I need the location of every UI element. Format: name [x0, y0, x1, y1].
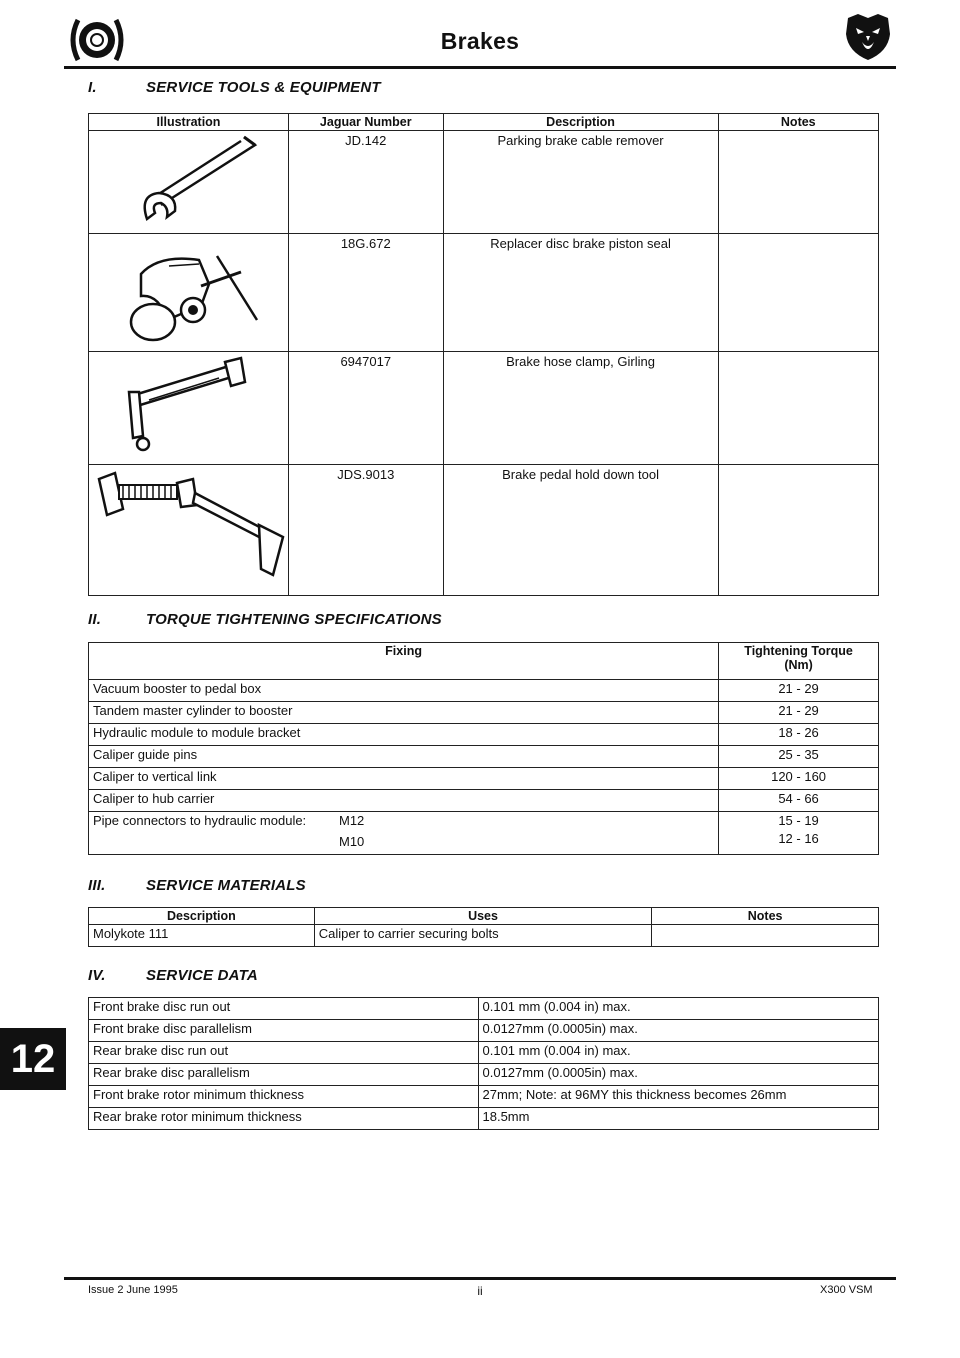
column-header: Description [443, 114, 718, 131]
section-materials-title [88, 877, 306, 894]
section-heading: SERVICE MATERIALS [146, 877, 306, 894]
table-row [89, 790, 879, 812]
data-value-cell: 0.101 mm (0.004 in) max. [478, 998, 879, 1020]
data-item-cell: Rear brake rotor minimum thickness [89, 1108, 479, 1130]
clamp-tool-icon [89, 234, 288, 351]
table-row [89, 925, 879, 947]
fork-tool-icon [89, 131, 288, 233]
column-header [719, 643, 879, 680]
column-header: Fixing [89, 643, 719, 680]
section-heading: SERVICE DATA [146, 967, 258, 984]
fixing-cell: Vacuum booster to pedal box [89, 680, 719, 702]
torque-value-cell: 18 - 26 [719, 724, 879, 746]
torque-value-cell: 25 - 35 [719, 746, 879, 768]
thread-size-m12: M12 [339, 813, 365, 828]
header-rule [64, 66, 896, 69]
table-row [89, 680, 879, 702]
pedal-tool-icon [89, 465, 288, 595]
torque-value-cell: 120 - 160 [719, 768, 879, 790]
column-header-line: Tightening Torque [744, 644, 853, 658]
jaguar-number-cell: JD.142 [289, 131, 444, 234]
fixing-cell [89, 812, 719, 855]
section-tools-title [88, 79, 381, 96]
fixing-cell: Caliper to vertical link [89, 768, 719, 790]
jaguar-number-cell: 18G.672 [289, 234, 444, 352]
fixing-cell: Caliper to hub carrier [89, 790, 719, 812]
table-header-row [89, 908, 879, 925]
table-row [89, 746, 879, 768]
section-torque-title [88, 611, 442, 628]
service-data-table [88, 997, 879, 1130]
table-row [89, 131, 879, 234]
table-header-row [89, 643, 879, 680]
section-heading: SERVICE TOOLS & EQUIPMENT [146, 79, 381, 96]
section-number: II. [88, 611, 102, 628]
illustration-cell [89, 234, 289, 352]
data-value-cell: 27mm; Note: at 96MY this thickness becomes 26mm [478, 1086, 879, 1108]
column-header: Uses [314, 908, 652, 925]
table-row [89, 998, 879, 1020]
section-number: III. [88, 877, 106, 894]
table-row [89, 1064, 879, 1086]
data-item-cell: Front brake disc parallelism [89, 1020, 479, 1042]
table-row [89, 1020, 879, 1042]
hose-clamp-icon [89, 352, 288, 464]
table-row [89, 1042, 879, 1064]
footer-rule [64, 1277, 896, 1280]
table-row [89, 352, 879, 465]
section-number: IV. [88, 967, 106, 984]
page-title: Brakes [440, 28, 520, 54]
torque-value-cell: 21 - 29 [719, 680, 879, 702]
notes-cell [718, 131, 878, 234]
torque-value-cell [719, 812, 879, 855]
column-header: Notes [652, 908, 879, 925]
notes-cell [718, 352, 878, 465]
section-data-title [88, 967, 258, 984]
column-header: Jaguar Number [289, 114, 444, 131]
description-cell: Replacer disc brake piston seal [443, 234, 718, 352]
notes-cell [718, 234, 878, 352]
thread-size-m10: M10 [339, 834, 365, 849]
chapter-tab: 12 [0, 1028, 66, 1090]
torque-value-m12: 15 - 19 [778, 813, 819, 828]
table-row [89, 1086, 879, 1108]
section-number: I. [88, 79, 97, 96]
data-value-cell: 0.0127mm (0.0005in) max. [478, 1020, 879, 1042]
pipe-connectors-label: Pipe connectors to hydraulic module: [93, 813, 307, 828]
torque-value-cell: 21 - 29 [719, 702, 879, 724]
torque-specifications-table [88, 642, 879, 855]
data-item-cell: Rear brake disc parallelism [89, 1064, 479, 1086]
data-item-cell: Front brake disc run out [89, 998, 479, 1020]
description-cell: Parking brake cable remover [443, 131, 718, 234]
column-header-line: (Nm) [784, 658, 813, 672]
table-row [89, 768, 879, 790]
column-header: Notes [718, 114, 878, 131]
table-row [89, 724, 879, 746]
fixing-cell: Tandem master cylinder to booster [89, 702, 719, 724]
material-description-cell: Molykote 111 [89, 925, 315, 947]
jaguar-number-cell: JDS.9013 [289, 465, 444, 596]
jaguar-head-logo-icon [842, 12, 894, 62]
data-value-cell: 18.5mm [478, 1108, 879, 1130]
fixing-cell: Caliper guide pins [89, 746, 719, 768]
fixing-cell: Hydraulic module to module bracket [89, 724, 719, 746]
data-item-cell: Rear brake disc run out [89, 1042, 479, 1064]
table-row [89, 1108, 879, 1130]
table-row [89, 812, 879, 855]
illustration-cell [89, 352, 289, 465]
description-cell: Brake pedal hold down tool [443, 465, 718, 596]
service-materials-table [88, 907, 879, 947]
torque-value-m10: 12 - 16 [778, 831, 819, 846]
table-row [89, 234, 879, 352]
data-value-cell: 0.101 mm (0.004 in) max. [478, 1042, 879, 1064]
illustration-cell [89, 465, 289, 596]
torque-value-cell: 54 - 66 [719, 790, 879, 812]
description-cell: Brake hose clamp, Girling [443, 352, 718, 465]
column-header: Illustration [89, 114, 289, 131]
service-tools-table [88, 113, 879, 596]
material-uses-cell: Caliper to carrier securing bolts [314, 925, 652, 947]
illustration-cell [89, 131, 289, 234]
manual-code: X300 VSM [820, 1284, 873, 1296]
table-row [89, 702, 879, 724]
notes-cell [718, 465, 878, 596]
data-item-cell: Front brake rotor minimum thickness [89, 1086, 479, 1108]
table-header-row [89, 114, 879, 131]
material-notes-cell [652, 925, 879, 947]
page-number: ii [477, 1284, 483, 1298]
issue-date: Issue 2 June 1995 [88, 1284, 178, 1296]
column-header: Description [89, 908, 315, 925]
table-row [89, 465, 879, 596]
section-heading: TORQUE TIGHTENING SPECIFICATIONS [146, 611, 442, 628]
jaguar-number-cell: 6947017 [289, 352, 444, 465]
data-value-cell: 0.0127mm (0.0005in) max. [478, 1064, 879, 1086]
